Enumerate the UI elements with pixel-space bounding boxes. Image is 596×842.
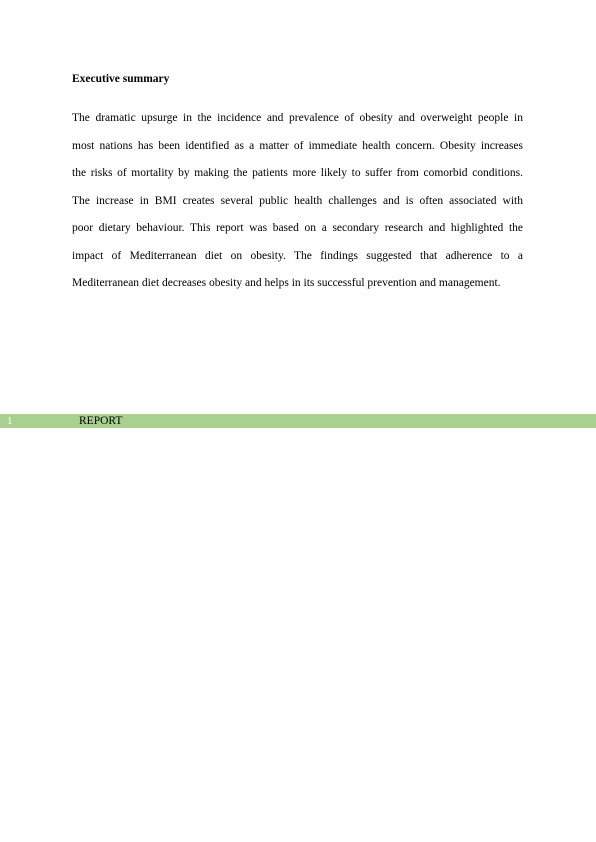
footer-title: REPORT — [79, 415, 123, 427]
paragraph-line: poor dietary behaviour. This report was based on a secondary research and highlighted the — [72, 222, 523, 234]
paragraph-line: most nations has been identified as a matter of immediate health concern. Obesity increases — [72, 139, 523, 152]
paragraph-line: The increase in BMI creates several public health challenges and is often associated with — [72, 194, 523, 207]
paragraph-line: The dramatic upsurge in the incidence and prevalence of obesity and overweight people in — [72, 112, 523, 124]
page-number: 1 — [7, 415, 13, 427]
section-heading: Executive summary — [72, 73, 170, 85]
paragraph-line: Mediterranean diet decreases obesity and helps in its successful prevention and management. — [72, 277, 501, 289]
paragraph-line: the risks of mortality by making the patients more likely to suffer from comorbid conditions. — [72, 167, 523, 179]
executive-summary-paragraph — [72, 105, 523, 298]
paragraph-line: impact of Mediterranean diet on obesity. The findings suggested that adherence to a — [72, 249, 523, 262]
page-footer-band — [0, 414, 596, 428]
